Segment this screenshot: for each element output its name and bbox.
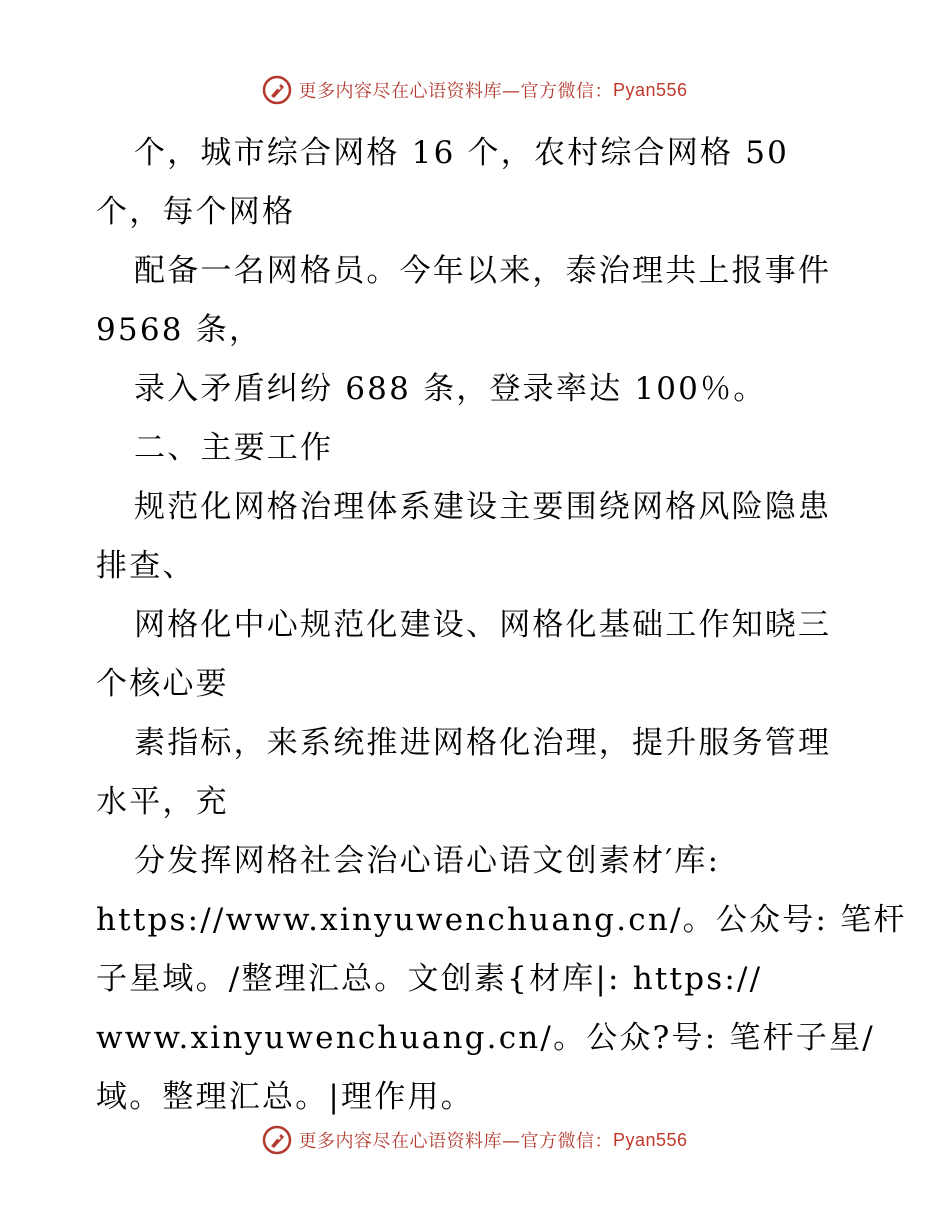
- section-heading: 二、主要工作: [134, 430, 334, 466]
- text-line: 配备一名网格员。今年以来，泰治理共上报事件: [134, 253, 832, 289]
- banner-text: 更多内容尽在心语资料库—官方微信：: [298, 81, 613, 102]
- text-line: 素指标，来系统推进网格化治理，提升服务管理: [134, 725, 832, 761]
- footer-banner: [0, 1122, 950, 1158]
- text-line: 排查、: [96, 548, 196, 584]
- text-line: https://www.xinyuwenchuang.cn/。公众号: 笔杆: [96, 902, 907, 938]
- text-line: 子星域。/整理汇总。文创素{材库|: https://: [96, 961, 763, 997]
- text-line: 网格化中心规范化建设、网格化基础工作知晓三: [134, 607, 832, 643]
- text-line: 规范化网格治理体系建设主要围绕网格风险隐患: [134, 489, 832, 525]
- text-line: 个核心要: [96, 666, 229, 702]
- text-line: 9568 条，: [96, 312, 263, 348]
- text-line: 个，城市综合网格 16 个，农村综合网格 50: [134, 135, 790, 171]
- text-line: 录入矛盾纠纷 688 条，登录率达 100％。: [134, 371, 767, 407]
- pen-nib-logo-icon: [262, 75, 292, 105]
- document-body: [96, 124, 907, 1127]
- text-line: www.xinyuwenchuang.cn/。公众?号: 笔杆子星/: [96, 1020, 875, 1056]
- text-line: 水平，充: [96, 784, 229, 820]
- banner-wechat-id: Pyan556: [612, 79, 688, 100]
- banner-wechat-id: Pyan556: [612, 1129, 688, 1150]
- header-banner: [0, 72, 950, 108]
- text-line: 个，每个网格: [96, 194, 296, 230]
- banner-text: 更多内容尽在心语资料库—官方微信：: [298, 1131, 613, 1152]
- text-line: 域。整理汇总。|理作用。: [96, 1079, 474, 1115]
- text-line: 分发挥网格社会治心语心语文创素材′库:: [134, 843, 721, 879]
- pen-nib-logo-icon: [262, 1125, 292, 1155]
